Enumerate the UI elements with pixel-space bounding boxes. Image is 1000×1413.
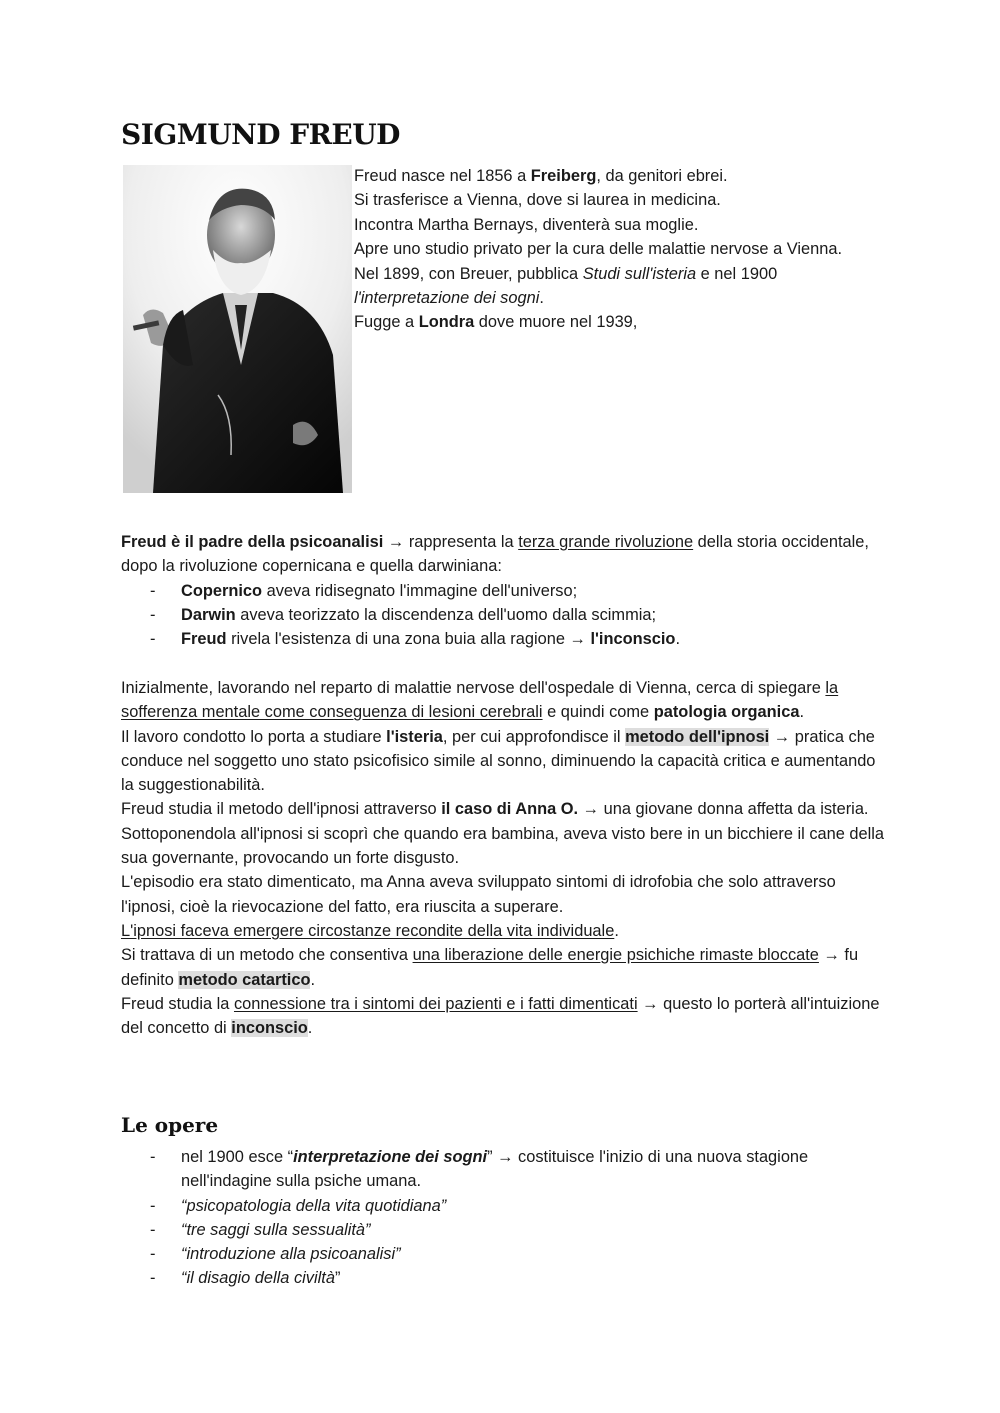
bio-line-publications: Nel 1899, con Breuer, pubblica Studi sull'isteria e nel 1900 l'interpretazione dei sogni. bbox=[354, 264, 778, 308]
paragraph-cathartic: Si trattava di un metodo che consentiva una liberazione delle energie psichiche rimaste bloccate → fu definito metodo catartico. bbox=[121, 946, 859, 989]
works-section bbox=[121, 1145, 891, 1291]
list-item: - “introduzione alla psicoanalisi” bbox=[121, 1242, 891, 1266]
bio-line-vienna: Si trasferisce a Vienna, dove si laurea in medicina. bbox=[354, 191, 721, 210]
list-item: - nel 1900 esce “interpretazione dei sogni” → costituisce l'inizio di una nuova stagione nell'indagine sulla psiche umana. bbox=[121, 1145, 891, 1194]
list-item: - “il disagio della civiltà” bbox=[121, 1266, 891, 1290]
portrait-photo bbox=[123, 165, 352, 493]
works-list bbox=[121, 1145, 891, 1291]
paragraph-unconscious: Freud studia la connessione tra i sintomi dei pazienti e i fatti dimenticati → questo lo porterà all'intuizione del concetto di inconscio. bbox=[121, 994, 880, 1038]
highlight-unconscious: inconscio bbox=[231, 1019, 308, 1038]
list-item: - Copernico aveva ridisegnato l'immagine dell'universo; bbox=[121, 579, 891, 603]
list-item: - Darwin aveva teorizzato la discendenza dell'uomo dalla scimmia; bbox=[121, 603, 891, 627]
list-item: - “psicopatologia della vita quotidiana” bbox=[121, 1194, 891, 1218]
revolution-paragraph: Freud è il padre della psicoanalisi → rappresenta la terza grande rivoluzione della storia occidentale, dopo la rivoluzione copernicana e quella darwiniana: bbox=[121, 533, 869, 576]
paragraph-hypnosis: Il lavoro condotto lo porta a studiare l'isteria, per cui approfondisce il metodo dell'ipnosi → pratica che conduce nel soggetto uno stato psicofisico simile al sonno, diminuendo la capacità critica e aumentando la suggestionabilità. bbox=[121, 727, 876, 795]
paragraph-anna-o: Freud studia il metodo dell'ipnosi attraverso il caso di Anna O. → una giovane donna affetta da isteria. bbox=[121, 800, 869, 819]
highlight-hypnosis: metodo dell'ipnosi bbox=[625, 727, 770, 746]
revolution-section bbox=[121, 530, 891, 651]
body-section bbox=[121, 676, 891, 1040]
revolution-list bbox=[121, 579, 891, 652]
paragraph-discovery: Sottoponendola all'ipnosi si scoprì che quando era bambina, aveva visto bere in un bicchiere il cane della sua governante, provocando un forte disgusto. bbox=[121, 824, 885, 868]
bio-line-birth: Freud nasce nel 1856 a Freiberg, da genitori ebrei. bbox=[354, 167, 728, 185]
paragraph-episode: L'episodio era stato dimenticato, ma Anna aveva sviluppato sintomi di idrofobia che solo attraverso l'ipnosi, cioè la rievocazione del fatto, era riuscita a superare. bbox=[121, 873, 836, 916]
bio-line-studio: Apre uno studio privato per la cura delle malattie nervose a Vienna. bbox=[354, 240, 843, 259]
paragraph-initial: Inizialmente, lavorando nel reparto di malattie nervose dell'ospedale di Vienna, cerca di spiegare la sofferenza mentale come conseguenza di lesioni cerebrali e quindi come patologia organica. bbox=[121, 679, 839, 722]
works-heading: Le opere bbox=[121, 1113, 219, 1137]
page-title: SIGMUND FREUD bbox=[121, 118, 400, 151]
highlight-cathartic: metodo catartico bbox=[178, 970, 311, 989]
paragraph-emergence: L'ipnosi faceva emergere circostanze recondite della vita individuale. bbox=[121, 921, 619, 940]
biography-intro bbox=[354, 164, 874, 335]
list-item: - “tre saggi sulla sessualità” bbox=[121, 1218, 891, 1242]
bio-line-marriage: Incontra Martha Bernays, diventerà sua moglie. bbox=[354, 215, 699, 234]
bio-line-death: Fugge a Londra dove muore nel 1939, bbox=[354, 313, 638, 332]
list-item: - Freud rivela l'esistenza di una zona buia alla ragione → l'inconscio. bbox=[121, 627, 891, 651]
